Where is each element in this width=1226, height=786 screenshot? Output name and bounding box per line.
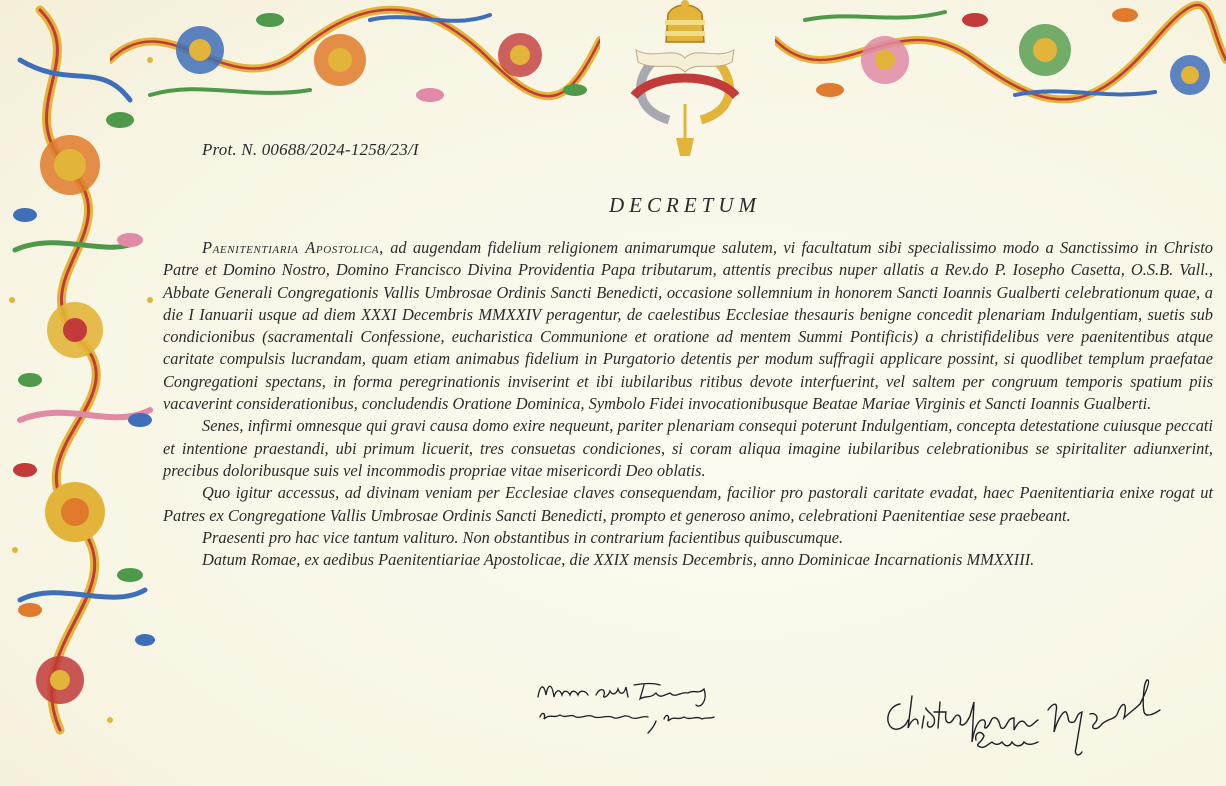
paragraph-2: Senes, infirmi omnesque qui gravi causa domo exire nequeunt, pariter plenariam consequi poterunt Indulgentiam, concepta detestatione cuiusque peccati et intentione praestandi, ubi primum licuerit, tres consuetas condiciones, si coram aliqua imagine iubilaribus celebrationibus se spiritaliter adiunxerint, precibus doloribusque suis vel incommodis propriae vitae misericordi Deo oblatis.	[163, 416, 1213, 480]
papal-coat-of-arms	[614, 0, 756, 160]
paragraph-5: Datum Romae, ex aedibus Paenitentiariae Apostolicae, die XXIX mensis Decembris, anno Dominicae Incarnationis MMXXIII.	[202, 550, 1035, 570]
paragraph-text: ad augendam fidelium religionem animarumque salutem, vi facultatum sibi specialissimo modo a Sanctissimo in Christo Patre et Domino Nostro, Domino Francisco Divina Providentia Papa tributarum, attentis precibus nuper allatis a Rev.do P. Iosepho Casetta, O.S.B. Vall., Abbate Generali Congregationis Vallis Umbrosae Ordinis Sancti Benedicti, occasione sollemnium in honorem Sancti Ioannis Gualberti celebrationum quae, a die I Ianuarii usque ad diem XXXI Decembris MMXXIV peragentur, de caelestibus Ecclesiae thesauris benigne concedit plenariam Indulgentiam, suetis sub condicionibus (sacramentali Confessione, eucharistica Communione et oratione ad mentem Summi Pontificis) a christifidelibus vere paenitentibus atque caritate compulsis lucrandam, quam etiam animabus fidelium in Purgatorio detentis per modum suffragii applicare possint, si quodlibet templum praefatae Congregationi spectans, in forma peregrinationis inviserint et ibi iubilaribus ritibus devote interfuerint, vel saltem per congruum temporis spatium piis vacaverint considerationibus, concludendis Oratione Dominica, Symbolo Fidei invocationibusque Beatae Mariae Virginis et Sancti Ioannis Gualberti.	[163, 238, 1213, 414]
issuing-authority: Paenitentiaria Apostolica,	[202, 238, 384, 257]
paragraph-4: Praesenti pro hac vice tantum valituro. Non obstantibus in contrarium facientibus quibuscumque.	[202, 527, 844, 547]
signature-penitentiary-major	[530, 665, 730, 745]
top-right-ornament	[775, 0, 1226, 115]
paragraph-3: Quo igitur accessus, ad divinam veniam per Ecclesiae claves consequendam, facilior pro pastorali caritate evadat, haec Paenitentiaria enixe rogat ut Patres ex Congregatione Vallis Umbrosae Ordinis Sancti Benedicti, prompto et generoso animo, celebrationi Paenitentiae sese praebeant.	[163, 483, 1213, 525]
decree-body	[163, 237, 1213, 571]
protocol-number: Prot. N. 00688/2024-1258/23/I	[202, 140, 419, 159]
paragraph-1	[163, 237, 1213, 415]
top-left-ornament	[110, 0, 600, 115]
document-title: DECRETUM	[609, 193, 761, 217]
signature-regent	[878, 672, 1168, 764]
